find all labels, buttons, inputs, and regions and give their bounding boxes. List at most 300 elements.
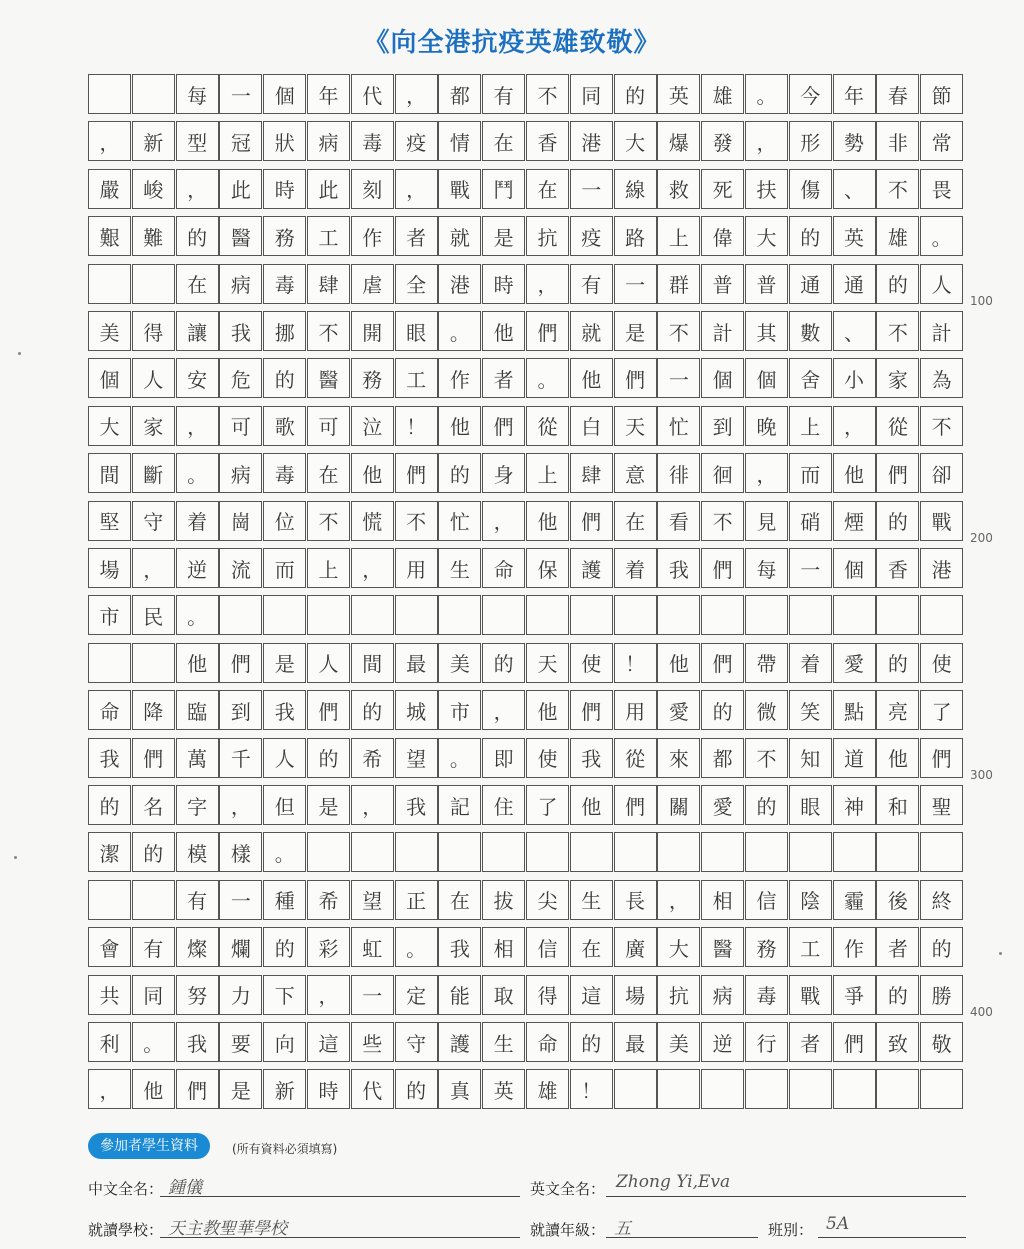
essay-cell: 工 bbox=[789, 927, 832, 967]
class-field bbox=[818, 1237, 966, 1238]
essay-cell: 命 bbox=[526, 1022, 569, 1062]
essay-cell: 位 bbox=[263, 501, 306, 541]
essay-cell: 抗 bbox=[657, 975, 700, 1015]
essay-cell: 後 bbox=[876, 880, 919, 920]
essay-cell: 下 bbox=[263, 975, 306, 1015]
essay-cell: 醫 bbox=[219, 216, 262, 256]
essay-cell: 利 bbox=[88, 1022, 131, 1062]
essay-cell: 人 bbox=[263, 738, 306, 778]
essay-cell: 他 bbox=[526, 501, 569, 541]
essay-row bbox=[88, 785, 964, 825]
essay-cell: 要 bbox=[219, 1022, 262, 1062]
essay-cell: 港 bbox=[920, 548, 963, 588]
essay-cell: 歌 bbox=[263, 406, 306, 446]
essay-cell bbox=[132, 74, 175, 114]
essay-cell: 尖 bbox=[526, 880, 569, 920]
essay-cell: ， bbox=[88, 121, 131, 161]
essay-cell: 戰 bbox=[789, 975, 832, 1015]
essay-cell: 代 bbox=[351, 1069, 394, 1109]
essay-cell: 新 bbox=[263, 1069, 306, 1109]
essay-row bbox=[88, 643, 964, 683]
essay-cell bbox=[570, 595, 613, 635]
essay-cell bbox=[657, 1069, 700, 1109]
essay-cell: 大 bbox=[614, 121, 657, 161]
chinese-name-value: 鍾儀 bbox=[168, 1178, 202, 1198]
essay-cell: 形 bbox=[789, 121, 832, 161]
essay-cell: 着 bbox=[789, 643, 832, 683]
essay-cell: 是 bbox=[307, 785, 350, 825]
essay-cell: 普 bbox=[745, 264, 788, 304]
essay-cell: 醫 bbox=[701, 927, 744, 967]
essay-cell: 逆 bbox=[701, 1022, 744, 1062]
essay-cell: 的 bbox=[614, 74, 657, 114]
essay-cell: 我 bbox=[263, 690, 306, 730]
essay-cell: 不 bbox=[395, 501, 438, 541]
essay-cell: 香 bbox=[526, 121, 569, 161]
essay-cell: 們 bbox=[132, 738, 175, 778]
essay-cell: 扶 bbox=[745, 169, 788, 209]
essay-cell: 虹 bbox=[351, 927, 394, 967]
essay-cell: ， bbox=[307, 975, 350, 1015]
essay-cell: 慌 bbox=[351, 501, 394, 541]
essay-cell: 的 bbox=[482, 643, 525, 683]
essay-cell: 是 bbox=[263, 643, 306, 683]
essay-cell: 相 bbox=[701, 880, 744, 920]
essay-row bbox=[88, 453, 964, 493]
essay-cell: 人 bbox=[920, 264, 963, 304]
essay-cell: 務 bbox=[351, 358, 394, 398]
essay-cell: 每 bbox=[745, 548, 788, 588]
essay-cell: 大 bbox=[745, 216, 788, 256]
essay-cell: 使 bbox=[920, 643, 963, 683]
essay-cell: 一 bbox=[614, 264, 657, 304]
essay-cell: 不 bbox=[307, 501, 350, 541]
essay-cell: 聖 bbox=[920, 785, 963, 825]
essay-cell: 得 bbox=[526, 975, 569, 1015]
essay-cell: 勝 bbox=[920, 975, 963, 1015]
essay-cell: 病 bbox=[219, 453, 262, 493]
essay-cell: 家 bbox=[876, 358, 919, 398]
essay-cell: 們 bbox=[920, 738, 963, 778]
essay-cell bbox=[132, 880, 175, 920]
essay-cell: 生 bbox=[482, 1022, 525, 1062]
essay-cell: 我 bbox=[657, 548, 700, 588]
essay-cell: 爭 bbox=[833, 975, 876, 1015]
essay-cell bbox=[876, 832, 919, 872]
essay-cell: 城 bbox=[395, 690, 438, 730]
essay-cell: 舍 bbox=[789, 358, 832, 398]
essay-cell: 難 bbox=[132, 216, 175, 256]
essay-cell: 。 bbox=[132, 1022, 175, 1062]
essay-cell: 毒 bbox=[351, 121, 394, 161]
essay-cell: 醫 bbox=[307, 358, 350, 398]
essay-cell: 發 bbox=[701, 121, 744, 161]
essay-cell: 路 bbox=[614, 216, 657, 256]
essay-cell: 燦 bbox=[176, 927, 219, 967]
essay-cell: 上 bbox=[657, 216, 700, 256]
essay-cell bbox=[789, 1069, 832, 1109]
essay-cell: 爆 bbox=[657, 121, 700, 161]
essay-cell: ， bbox=[219, 785, 262, 825]
essay-cell: 峻 bbox=[132, 169, 175, 209]
english-name-label: 英文全名： bbox=[530, 1180, 606, 1198]
essay-cell: 個 bbox=[88, 358, 131, 398]
essay-cell: 場 bbox=[88, 548, 131, 588]
essay-cell: 保 bbox=[526, 548, 569, 588]
essay-cell: 而 bbox=[263, 548, 306, 588]
essay-cell: 徊 bbox=[701, 453, 744, 493]
essay-cell: 鬥 bbox=[482, 169, 525, 209]
essay-cell: 們 bbox=[395, 453, 438, 493]
essay-cell: 逆 bbox=[176, 548, 219, 588]
essay-cell: 們 bbox=[614, 785, 657, 825]
essay-cell: 傷 bbox=[789, 169, 832, 209]
essay-cell: 、 bbox=[833, 169, 876, 209]
essay-cell: 家 bbox=[132, 406, 175, 446]
essay-cell: 取 bbox=[482, 975, 525, 1015]
essay-cell: 的 bbox=[263, 927, 306, 967]
essay-cell: 病 bbox=[701, 975, 744, 1015]
essay-cell: 廣 bbox=[614, 927, 657, 967]
essay-row bbox=[88, 832, 964, 872]
essay-cell: 在 bbox=[614, 501, 657, 541]
essay-cell bbox=[614, 832, 657, 872]
essay-cell: 信 bbox=[745, 880, 788, 920]
essay-cell: 看 bbox=[657, 501, 700, 541]
essay-cell: 港 bbox=[570, 121, 613, 161]
essay-cell: 春 bbox=[876, 74, 919, 114]
paper-speck bbox=[14, 856, 17, 859]
paper-speck bbox=[999, 952, 1002, 955]
essay-cell: ， bbox=[351, 548, 394, 588]
essay-cell: 些 bbox=[351, 1022, 394, 1062]
essay-cell: 上 bbox=[789, 406, 832, 446]
essay-cell: 肆 bbox=[307, 264, 350, 304]
essay-cell bbox=[395, 595, 438, 635]
essay-cell: 的 bbox=[132, 832, 175, 872]
essay-cell: 的 bbox=[570, 1022, 613, 1062]
essay-row bbox=[88, 548, 964, 588]
essay-cell: 時 bbox=[482, 264, 525, 304]
essay-row bbox=[88, 501, 964, 541]
essay-cell: 疫 bbox=[395, 121, 438, 161]
essay-cell: 他 bbox=[176, 643, 219, 683]
essay-cell: 其 bbox=[745, 311, 788, 351]
essay-cell bbox=[745, 1069, 788, 1109]
essay-cell: 的 bbox=[876, 264, 919, 304]
essay-cell: 新 bbox=[132, 121, 175, 161]
paper-speck bbox=[18, 352, 21, 355]
essay-cell: 在 bbox=[307, 453, 350, 493]
essay-cell: 的 bbox=[789, 216, 832, 256]
essay-cell bbox=[920, 595, 963, 635]
essay-cell: 間 bbox=[88, 453, 131, 493]
essay-cell: 時 bbox=[307, 1069, 350, 1109]
essay-cell: 眼 bbox=[395, 311, 438, 351]
essay-cell: 卻 bbox=[920, 453, 963, 493]
essay-cell: 共 bbox=[88, 975, 131, 1015]
essay-cell: 愛 bbox=[657, 690, 700, 730]
essay-cell: 模 bbox=[176, 832, 219, 872]
essay-cell: 虐 bbox=[351, 264, 394, 304]
essay-cell: 普 bbox=[701, 264, 744, 304]
essay-cell: 拔 bbox=[482, 880, 525, 920]
grade-field bbox=[606, 1237, 758, 1238]
essay-cell: 上 bbox=[526, 453, 569, 493]
essay-cell: 相 bbox=[482, 927, 525, 967]
essay-cell: 。 bbox=[920, 216, 963, 256]
essay-cell: 字 bbox=[176, 785, 219, 825]
essay-cell: 冠 bbox=[219, 121, 262, 161]
essay-cell: 堅 bbox=[88, 501, 131, 541]
essay-cell: 他 bbox=[132, 1069, 175, 1109]
word-count-marker: 100 bbox=[970, 294, 993, 308]
chinese-name-field bbox=[160, 1196, 520, 1197]
essay-row bbox=[88, 358, 964, 398]
essay-cell: 愛 bbox=[701, 785, 744, 825]
essay-cell: 作 bbox=[438, 358, 481, 398]
essay-cell: 毒 bbox=[745, 975, 788, 1015]
essay-cell: 時 bbox=[263, 169, 306, 209]
essay-cell: 通 bbox=[833, 264, 876, 304]
essay-cell: 人 bbox=[307, 643, 350, 683]
essay-cell bbox=[526, 595, 569, 635]
essay-cell: 定 bbox=[395, 975, 438, 1015]
word-count-marker: 300 bbox=[970, 768, 993, 782]
essay-cell: 愛 bbox=[833, 643, 876, 683]
essay-cell bbox=[701, 595, 744, 635]
essay-cell: 就 bbox=[438, 216, 481, 256]
essay-cell: 了 bbox=[526, 785, 569, 825]
essay-cell: 。 bbox=[263, 832, 306, 872]
essay-cell: 畏 bbox=[920, 169, 963, 209]
essay-cell: 他 bbox=[438, 406, 481, 446]
essay-cell: 們 bbox=[614, 358, 657, 398]
essay-cell: 們 bbox=[176, 1069, 219, 1109]
essay-cell: 白 bbox=[570, 406, 613, 446]
essay-cell: 的 bbox=[307, 738, 350, 778]
essay-cell: 工 bbox=[307, 216, 350, 256]
essay-cell: 情 bbox=[438, 121, 481, 161]
chinese-name-label: 中文全名： bbox=[88, 1180, 164, 1198]
essay-cell bbox=[657, 595, 700, 635]
essay-cell: 致 bbox=[876, 1022, 919, 1062]
school-label: 就讀學校： bbox=[88, 1221, 164, 1239]
essay-row bbox=[88, 1069, 964, 1109]
essay-cell: 群 bbox=[657, 264, 700, 304]
essay-cell: 毒 bbox=[263, 264, 306, 304]
essay-cell: 徘 bbox=[657, 453, 700, 493]
essay-cell: 勢 bbox=[833, 121, 876, 161]
essay-cell: 美 bbox=[438, 643, 481, 683]
essay-cell: 意 bbox=[614, 453, 657, 493]
essay-cell: 場 bbox=[614, 975, 657, 1015]
essay-cell: 。 bbox=[438, 738, 481, 778]
essay-cell: ， bbox=[482, 501, 525, 541]
essay-cell: 他 bbox=[570, 785, 613, 825]
essay-cell: 來 bbox=[657, 738, 700, 778]
essay-cell: 們 bbox=[219, 643, 262, 683]
essay-cell: 降 bbox=[132, 690, 175, 730]
essay-cell: 戰 bbox=[920, 501, 963, 541]
essay-cell: 在 bbox=[526, 169, 569, 209]
essay-cell: 開 bbox=[351, 311, 394, 351]
essay-cell: 英 bbox=[482, 1069, 525, 1109]
essay-cell bbox=[614, 1069, 657, 1109]
essay-cell: 戰 bbox=[438, 169, 481, 209]
essay-cell: 市 bbox=[438, 690, 481, 730]
essay-cell: 在 bbox=[176, 264, 219, 304]
essay-cell bbox=[132, 264, 175, 304]
essay-cell bbox=[351, 832, 394, 872]
essay-cell: 這 bbox=[307, 1022, 350, 1062]
essay-cell: 挪 bbox=[263, 311, 306, 351]
essay-cell: 不 bbox=[307, 311, 350, 351]
essay-cell: 偉 bbox=[701, 216, 744, 256]
essay-cell: 數 bbox=[789, 311, 832, 351]
essay-cell: 着 bbox=[176, 501, 219, 541]
essay-cell: 。 bbox=[438, 311, 481, 351]
essay-cell: 不 bbox=[920, 406, 963, 446]
essay-cell: 記 bbox=[438, 785, 481, 825]
essay-cell: 爛 bbox=[219, 927, 262, 967]
essay-cell: 的 bbox=[876, 643, 919, 683]
essay-cell: 忙 bbox=[438, 501, 481, 541]
essay-cell: 的 bbox=[920, 927, 963, 967]
essay-cell: 救 bbox=[657, 169, 700, 209]
essay-cell: 就 bbox=[570, 311, 613, 351]
essay-cell: 此 bbox=[219, 169, 262, 209]
essay-cell: 命 bbox=[482, 548, 525, 588]
essay-cell: 潔 bbox=[88, 832, 131, 872]
essay-cell: 真 bbox=[438, 1069, 481, 1109]
essay-cell: 的 bbox=[395, 1069, 438, 1109]
essay-cell: 通 bbox=[789, 264, 832, 304]
essay-cell: 的 bbox=[176, 216, 219, 256]
essay-cell: 的 bbox=[876, 501, 919, 541]
class-label: 班別： bbox=[768, 1221, 814, 1239]
essay-cell: 在 bbox=[482, 121, 525, 161]
essay-cell: 一 bbox=[657, 358, 700, 398]
essay-cell: 人 bbox=[132, 358, 175, 398]
essay-cell: 臨 bbox=[176, 690, 219, 730]
essay-cell: 長 bbox=[614, 880, 657, 920]
essay-cell: 用 bbox=[614, 690, 657, 730]
essay-cell: 年 bbox=[833, 74, 876, 114]
essay-cell: ， bbox=[745, 453, 788, 493]
essay-cell: ， bbox=[351, 785, 394, 825]
essay-cell: 個 bbox=[833, 548, 876, 588]
essay-cell: 。 bbox=[395, 927, 438, 967]
school-field bbox=[160, 1237, 520, 1238]
essay-cell: 眼 bbox=[789, 785, 832, 825]
essay-cell: 是 bbox=[614, 311, 657, 351]
essay-cell: 能 bbox=[438, 975, 481, 1015]
essay-cell: 病 bbox=[307, 121, 350, 161]
essay-cell: 硝 bbox=[789, 501, 832, 541]
essay-cell bbox=[438, 832, 481, 872]
essay-cell: 樣 bbox=[219, 832, 262, 872]
essay-cell: 種 bbox=[263, 880, 306, 920]
essay-cell: 他 bbox=[482, 311, 525, 351]
essay-cell: 我 bbox=[88, 738, 131, 778]
essay-cell: 我 bbox=[176, 1022, 219, 1062]
essay-cell: 作 bbox=[351, 216, 394, 256]
essay-cell: 他 bbox=[570, 358, 613, 398]
essay-cell: 信 bbox=[526, 927, 569, 967]
essay-cell: 不 bbox=[745, 738, 788, 778]
essay-cell: 他 bbox=[351, 453, 394, 493]
essay-cell: 們 bbox=[876, 453, 919, 493]
essay-cell: 從 bbox=[876, 406, 919, 446]
essay-cell: 可 bbox=[307, 406, 350, 446]
essay-cell: 名 bbox=[132, 785, 175, 825]
essay-cell: 向 bbox=[263, 1022, 306, 1062]
essay-cell: 他 bbox=[657, 643, 700, 683]
essay-cell: 守 bbox=[395, 1022, 438, 1062]
essay-cell bbox=[88, 74, 131, 114]
essay-cell: 病 bbox=[219, 264, 262, 304]
essay-cell bbox=[88, 643, 131, 683]
essay-cell: 力 bbox=[219, 975, 262, 1015]
essay-cell bbox=[876, 1069, 919, 1109]
essay-cell: ！ bbox=[570, 1069, 613, 1109]
essay-cell: 神 bbox=[833, 785, 876, 825]
essay-cell: 個 bbox=[745, 358, 788, 398]
essay-cell bbox=[745, 595, 788, 635]
essay-cell: 不 bbox=[876, 169, 919, 209]
essay-cell: 們 bbox=[833, 1022, 876, 1062]
essay-cell: 抗 bbox=[526, 216, 569, 256]
essay-cell: 美 bbox=[657, 1022, 700, 1062]
essay-cell: 上 bbox=[307, 548, 350, 588]
essay-cell: 到 bbox=[701, 406, 744, 446]
essay-cell: 天 bbox=[614, 406, 657, 446]
essay-cell: 他 bbox=[833, 453, 876, 493]
essay-cell: 住 bbox=[482, 785, 525, 825]
essay-cell bbox=[701, 832, 744, 872]
essay-cell: 英 bbox=[833, 216, 876, 256]
essay-cell: 者 bbox=[482, 358, 525, 398]
essay-cell: 的 bbox=[351, 690, 394, 730]
essay-cell: 用 bbox=[395, 548, 438, 588]
essay-cell: 希 bbox=[351, 738, 394, 778]
essay-cell: 。 bbox=[176, 453, 219, 493]
essay-cell: 務 bbox=[745, 927, 788, 967]
essay-cell bbox=[570, 832, 613, 872]
essay-cell: 最 bbox=[395, 643, 438, 683]
essay-cell: 霾 bbox=[833, 880, 876, 920]
essay-cell: 我 bbox=[570, 738, 613, 778]
essay-cell: 美 bbox=[88, 311, 131, 351]
essay-cell: 計 bbox=[701, 311, 744, 351]
class-value: 5A bbox=[826, 1214, 850, 1234]
grade-value: 五 bbox=[614, 1219, 631, 1239]
essay-cell: 即 bbox=[482, 738, 525, 778]
essay-cell: 知 bbox=[789, 738, 832, 778]
essay-cell: 雄 bbox=[701, 74, 744, 114]
essay-cell: 。 bbox=[745, 74, 788, 114]
essay-cell bbox=[745, 832, 788, 872]
essay-cell bbox=[833, 595, 876, 635]
essay-cell bbox=[438, 595, 481, 635]
essay-cell: 們 bbox=[701, 548, 744, 588]
essay-cell: 肆 bbox=[570, 453, 613, 493]
essay-cell: 亮 bbox=[876, 690, 919, 730]
essay-cell: 希 bbox=[307, 880, 350, 920]
essay-cell: 生 bbox=[438, 548, 481, 588]
essay-cell: 們 bbox=[307, 690, 350, 730]
